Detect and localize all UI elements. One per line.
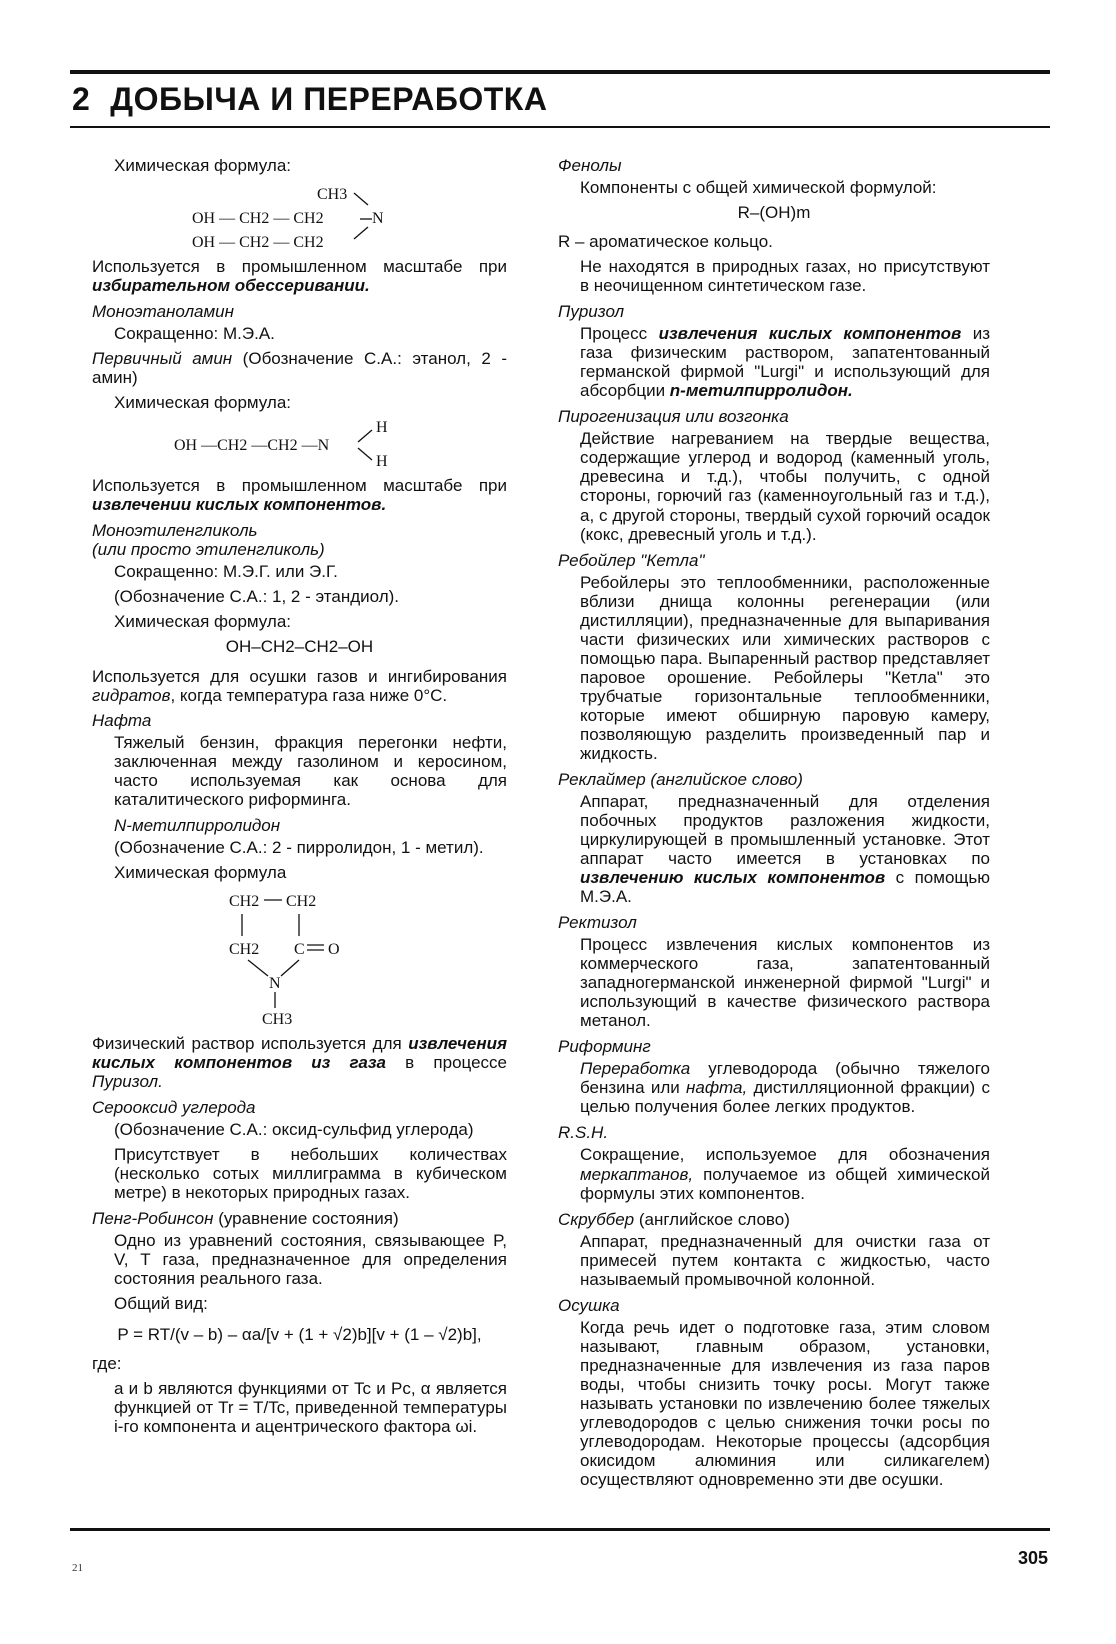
left-column: [92, 156, 507, 1442]
text: Когда речь идет о подготовке газа, этим словом называют, главным образом, установки, предназначенные для извлечения из газа паров воды, чтобы снизить точку росы. Могут также называть установки по извлечению более тяжелых углеводородов с целью снижения точки росы по углеводородам. Некоторые процессы (адсорбция окисидом алюминия или силикагелем) осуществляют одновременно эти две осушки.: [580, 1317, 990, 1489]
formula-atom: O: [328, 940, 340, 958]
text: Процесс извлечения кислых компонентов из коммерческого газа, запатентованный западногерманской инженерной фирмой "Lurgi" и использующий в качестве физического раствора метанол.: [580, 935, 990, 1031]
formula-diethanolamine: [92, 181, 507, 251]
text: Используется для осушки газов и ингибирования гидратов, когда температура газа ниже 0°С.: [92, 666, 507, 705]
formula-group: CH2: [286, 892, 317, 910]
formula-group: OH — CH2 — CH2: [192, 210, 324, 228]
term-cos: Серооксид углерода: [92, 1097, 256, 1117]
text: Химическая формула: [114, 862, 287, 882]
text: a и b являются функциями от Tc и Pc, α является функцией от Tr = T/Tc, приведенной температуры i-го компонента и ацентрического фактора ωi.: [114, 1379, 507, 1437]
formula-atom: C: [294, 940, 305, 958]
footer-mark: 21: [72, 1562, 83, 1574]
text: (Обозначение С.А.: 2 - пирролидон, 1 - метил).: [114, 837, 484, 857]
formula-group: CH3: [262, 1010, 293, 1028]
text: где:: [92, 1354, 122, 1374]
text: Тяжелый бензин, фракция перегонки нефти, заключенная между газолином и керосином, часто используемая как основа для каталитического риформинга.: [114, 732, 507, 809]
text: Не находятся в природных газах, но присутствуют в неочищенном синтетическом газе.: [580, 257, 990, 296]
top-rule: [70, 70, 1050, 74]
term-reboiler: Ребойлер "Кетла": [558, 550, 705, 570]
term-scrubber: Скруббер (английское слово): [558, 1209, 790, 1229]
text: Химическая формула:: [114, 393, 292, 413]
term-peng-robinson: Пенг-Робинсон (уравнение состояния): [92, 1209, 399, 1229]
text: Общий вид:: [114, 1294, 208, 1314]
formula-ethyleneglycol: OH–CH2–CH2–OH: [225, 637, 374, 657]
text: Действие нагреванием на твердые вещества, содержащие углерод и водород (каменный уголь, древесина и т.д.), чтобы получить, с одной стороны, горючий газ (каменноугольный газ и т.д.), а, с другой стороны, твердый сухой горючий осадок (кокс, древесный уголь и т.д.).: [580, 429, 990, 544]
term-nmp: N-метилпирролидон: [114, 815, 281, 835]
text: Используется в промышленном масштабе при избирательном обессеривании.: [92, 257, 507, 296]
chapter-title: ДОБЫЧА И ПЕРЕРАБОТКА: [110, 81, 548, 117]
text: Используется в промышленном масштабе при извлечении кислых компонентов.: [92, 476, 507, 515]
term-drying: Осушка: [558, 1295, 620, 1315]
formula-monoethanolamine: [92, 418, 507, 470]
term-purisol: Пуризол: [558, 302, 625, 322]
term-monoethyleneglycol: Моноэтиленгликоль: [92, 521, 258, 541]
text: Присутствует в небольших количествах (несколько сотых миллиграмма в кубическом метре) в некоторых природных газах.: [114, 1144, 507, 1203]
text: Ребойлеры это теплообменники, расположенные вблизи днища колонны регенерации (или дистилляции), предназначенные для выпаривания части физических или химических растворов с помощью пара. Выпаренный раствор представляет паровое орошение. Ребойлеры "Кетла" это трубчатые горизонтальные теплообменники, которые имеют обширную паровую камеру, позволяющую разделить произведенный пар и жидкость.: [580, 572, 990, 763]
formula-atom: N: [269, 974, 281, 992]
text: Компоненты с общей химической формулой:: [580, 178, 937, 198]
formula-phenols: R–(OH)m: [737, 203, 811, 223]
right-column: [558, 156, 990, 1495]
term-phenols: Фенолы: [558, 156, 622, 175]
equation-peng-robinson: P = RT/(v – b) – αa/[v + (1 + √2)b][v + (1 – √2)b],: [117, 1325, 482, 1345]
chapter-header: [72, 82, 547, 118]
formula-atom: H: [376, 453, 388, 471]
bottom-rule: [70, 1528, 1050, 1531]
text: Физический раствор используется для извлечения кислых компонентов из газа в процессе Пуризол.: [92, 1033, 507, 1091]
text: Переработка углеводорода (обычно тяжелого бензина или нафта, дистилляционной фракции) с целью получения более легких продуктов.: [580, 1059, 990, 1117]
text: Аппарат, предназначенный для очистки газа от примесей путем контакта с жидкостью, часто называемый промывочной колонной.: [580, 1231, 990, 1289]
text: Химическая формула:: [114, 156, 292, 175]
text: Химическая формула:: [114, 612, 292, 632]
formula-group: OH —CH2 —CH2 —N: [174, 437, 330, 455]
formula-nmp: [92, 888, 507, 1028]
formula-atom: H: [376, 419, 388, 437]
chapter-number: 2: [72, 81, 91, 117]
formula-group: CH3: [317, 186, 348, 204]
term-rsh: R.S.H.: [558, 1123, 609, 1143]
term-monoethanolamine: Моноэтаноламин: [92, 302, 234, 322]
text: Процесс извлечения кислых компонентов из газа физическим раствором, запатентованный германской фирмой "Lurgi" и использующий для абсорбции n-метилпирролидон.: [580, 324, 990, 401]
term-reforming: Риформинг: [558, 1037, 651, 1057]
text: Одно из уравнений состояния, связывающее P, V, T газа, предназначенное для определения состояния реального газа.: [114, 1231, 507, 1289]
text: (Обозначение С.А.: оксид-сульфид углерода): [114, 1119, 474, 1139]
term-reclaimer: Реклаймер (английское слово): [558, 769, 803, 789]
header-rule: [70, 126, 1050, 128]
formula-group: OH — CH2 — CH2: [192, 234, 324, 252]
term-pyrogenization: Пирогенизация или возгонка: [558, 407, 789, 427]
text: Сокращение, используемое для обозначения меркаптанов, получаемое из общей химической формулы этих компонентов.: [580, 1145, 990, 1203]
term-rectisol: Ректизол: [558, 913, 637, 933]
term-ethyleneglycol: (или просто этиленгликоль): [92, 540, 325, 560]
page-number: 305: [1017, 1548, 1048, 1568]
text: (Обозначение С.А.: 1, 2 - этандиол).: [114, 587, 400, 607]
term-nafta: Нафта: [92, 710, 152, 730]
text: Аппарат, предназначенный для отделения побочных продуктов разложения жидкости, циркулирующей в промышленный установке. Этот аппарат часто имеется в установках по извлечению кислых компонентов с помощью М.Э.А.: [580, 791, 990, 907]
text: Сокращенно: М.Э.А.: [114, 324, 275, 344]
text: Сокращенно: М.Э.Г. или Э.Г.: [114, 562, 338, 582]
text: Первичный амин (Обозначение С.А.: этанол, 2 - амин): [92, 349, 507, 388]
formula-group: CH2: [229, 892, 260, 910]
formula-atom: N: [372, 210, 384, 228]
text: R – ароматическое кольцо.: [558, 232, 773, 252]
formula-group: CH2: [229, 940, 260, 958]
